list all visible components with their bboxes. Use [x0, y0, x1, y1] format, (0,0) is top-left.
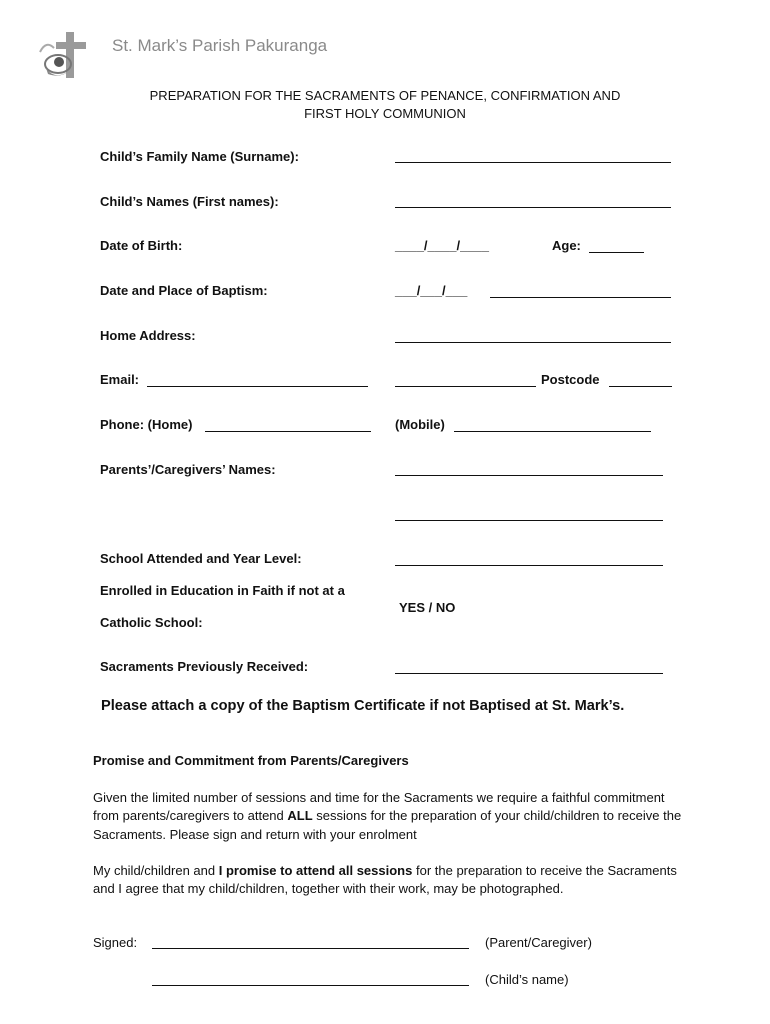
- phone-home-field[interactable]: [205, 431, 371, 432]
- dob-label: Date of Birth:: [100, 238, 183, 253]
- parent-signature-field[interactable]: [152, 948, 469, 949]
- para1-text-a: Given the limited number of sessions and time for the Sacraments we require a faithful commitment from parents/caregivers to attend: [93, 790, 665, 824]
- parent-caregiver-label: (Parent/Caregiver): [485, 935, 592, 950]
- surname-field[interactable]: [395, 162, 671, 163]
- email-label: Email:: [100, 372, 140, 387]
- postcode-label: Postcode: [541, 372, 600, 387]
- para2-text-bold: I promise to attend all sessions: [218, 863, 413, 878]
- para1-text-b: sessions for the preparation of your child/children to receive the Sacraments. Please sign and return with your enrolment: [93, 808, 682, 842]
- childs-name-label: (Child’s name): [485, 972, 569, 987]
- parish-name: St. Mark’s Parish Pakuranga: [112, 36, 328, 55]
- address-label: Home Address:: [100, 328, 196, 343]
- age-label: Age:: [552, 238, 581, 253]
- sacraments-label: Sacraments Previously Received:: [100, 659, 309, 674]
- mobile-label: (Mobile): [395, 417, 445, 432]
- form-title-line-2: FIRST HOLY COMMUNION: [304, 106, 466, 121]
- baptism-date-field[interactable]: ___/___/___: [395, 283, 468, 298]
- para2-text-b: for the preparation to receive the Sacraments and I agree that my child/children, together with their work, may be photographed.: [93, 863, 677, 897]
- parents-label: Parents’/Caregivers’ Names:: [100, 462, 276, 477]
- commitment-paragraph-1: [93, 789, 693, 844]
- enrolled-label-line-1: Enrolled in Education in Faith if not at a: [100, 583, 345, 598]
- sacraments-field[interactable]: [395, 673, 663, 674]
- baptism-certificate-notice: Please attach a copy of the Baptism Certificate if not Baptised at St. Mark’s.: [101, 698, 625, 714]
- enrolled-label-line-2: Catholic School:: [100, 615, 203, 630]
- school-label: School Attended and Year Level:: [100, 551, 302, 566]
- first-names-label: Child’s Names (First names):: [100, 194, 279, 209]
- parents-field-2[interactable]: [395, 520, 663, 521]
- dob-field[interactable]: ____/____/____: [395, 238, 489, 253]
- email-field[interactable]: [147, 386, 368, 387]
- baptism-place-field[interactable]: [490, 297, 671, 298]
- parents-field-1[interactable]: [395, 475, 663, 476]
- para1-text-bold: ALL: [287, 808, 313, 824]
- commitment-paragraph-2: [93, 862, 693, 899]
- yes-no-option[interactable]: YES / NO: [399, 600, 456, 615]
- signed-label: Signed:: [93, 935, 138, 950]
- address-field[interactable]: [395, 342, 671, 343]
- age-field[interactable]: [589, 252, 644, 253]
- address-line-2-field[interactable]: [395, 386, 536, 387]
- phone-home-label: Phone: (Home): [100, 417, 193, 432]
- postcode-field[interactable]: [609, 386, 672, 387]
- school-field[interactable]: [395, 565, 663, 566]
- form-title-line-1: PREPARATION FOR THE SACRAMENTS OF PENANCE, CONFIRMATION AND: [149, 88, 621, 103]
- child-signature-field[interactable]: [152, 985, 469, 986]
- parish-logo: [36, 30, 98, 82]
- surname-label: Child’s Family Name (Surname):: [100, 149, 299, 164]
- para2-text-a: My child/children and: [93, 863, 219, 878]
- commitment-heading: Promise and Commitment from Parents/Caregivers: [93, 753, 409, 768]
- baptism-label: Date and Place of Baptism:: [100, 283, 268, 298]
- first-names-field[interactable]: [395, 207, 671, 208]
- cross-and-chalice-icon: [36, 30, 98, 82]
- mobile-field[interactable]: [454, 431, 651, 432]
